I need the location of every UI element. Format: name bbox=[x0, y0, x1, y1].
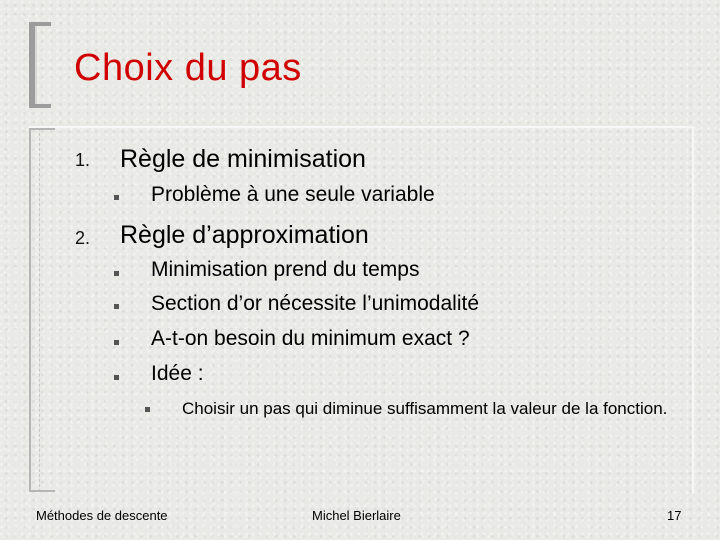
bullet-square-icon bbox=[145, 407, 150, 412]
bullet-square-icon bbox=[114, 340, 119, 345]
bullet-square-icon bbox=[114, 304, 119, 309]
bullet-square-icon bbox=[114, 195, 119, 200]
slide-title: Choix du pas bbox=[74, 47, 302, 89]
bullet-square-icon bbox=[114, 375, 119, 380]
footer-page-number: 17 bbox=[667, 508, 682, 523]
sub-item-2-3: A-t-on besoin du minimum exact ? bbox=[151, 327, 470, 350]
sub-item-2-2: Section d’or nécessite l’unimodalité bbox=[151, 292, 480, 315]
sub-item-1-1: Problème à une seule variable bbox=[151, 183, 435, 206]
sub-sub-item-2-4-1: Choisir un pas qui diminue suffisamment la valeur de la fonction. bbox=[182, 399, 668, 418]
list-item-1: Règle de minimisation bbox=[120, 145, 366, 173]
content-left-rail bbox=[29, 128, 40, 492]
footer-author: Michel Bierlaire bbox=[312, 508, 401, 523]
sub-item-2-1: Minimisation prend du temps bbox=[151, 258, 420, 281]
bullet-square-icon bbox=[114, 271, 119, 276]
list-number-1: 1. bbox=[75, 150, 91, 170]
list-number-2: 2. bbox=[75, 228, 91, 248]
list-item-2: Règle d’approximation bbox=[120, 221, 369, 249]
footer-course-title: Méthodes de descente bbox=[36, 508, 168, 523]
sub-item-2-4: Idée : bbox=[151, 362, 204, 385]
title-bracket-decoration bbox=[29, 22, 51, 108]
